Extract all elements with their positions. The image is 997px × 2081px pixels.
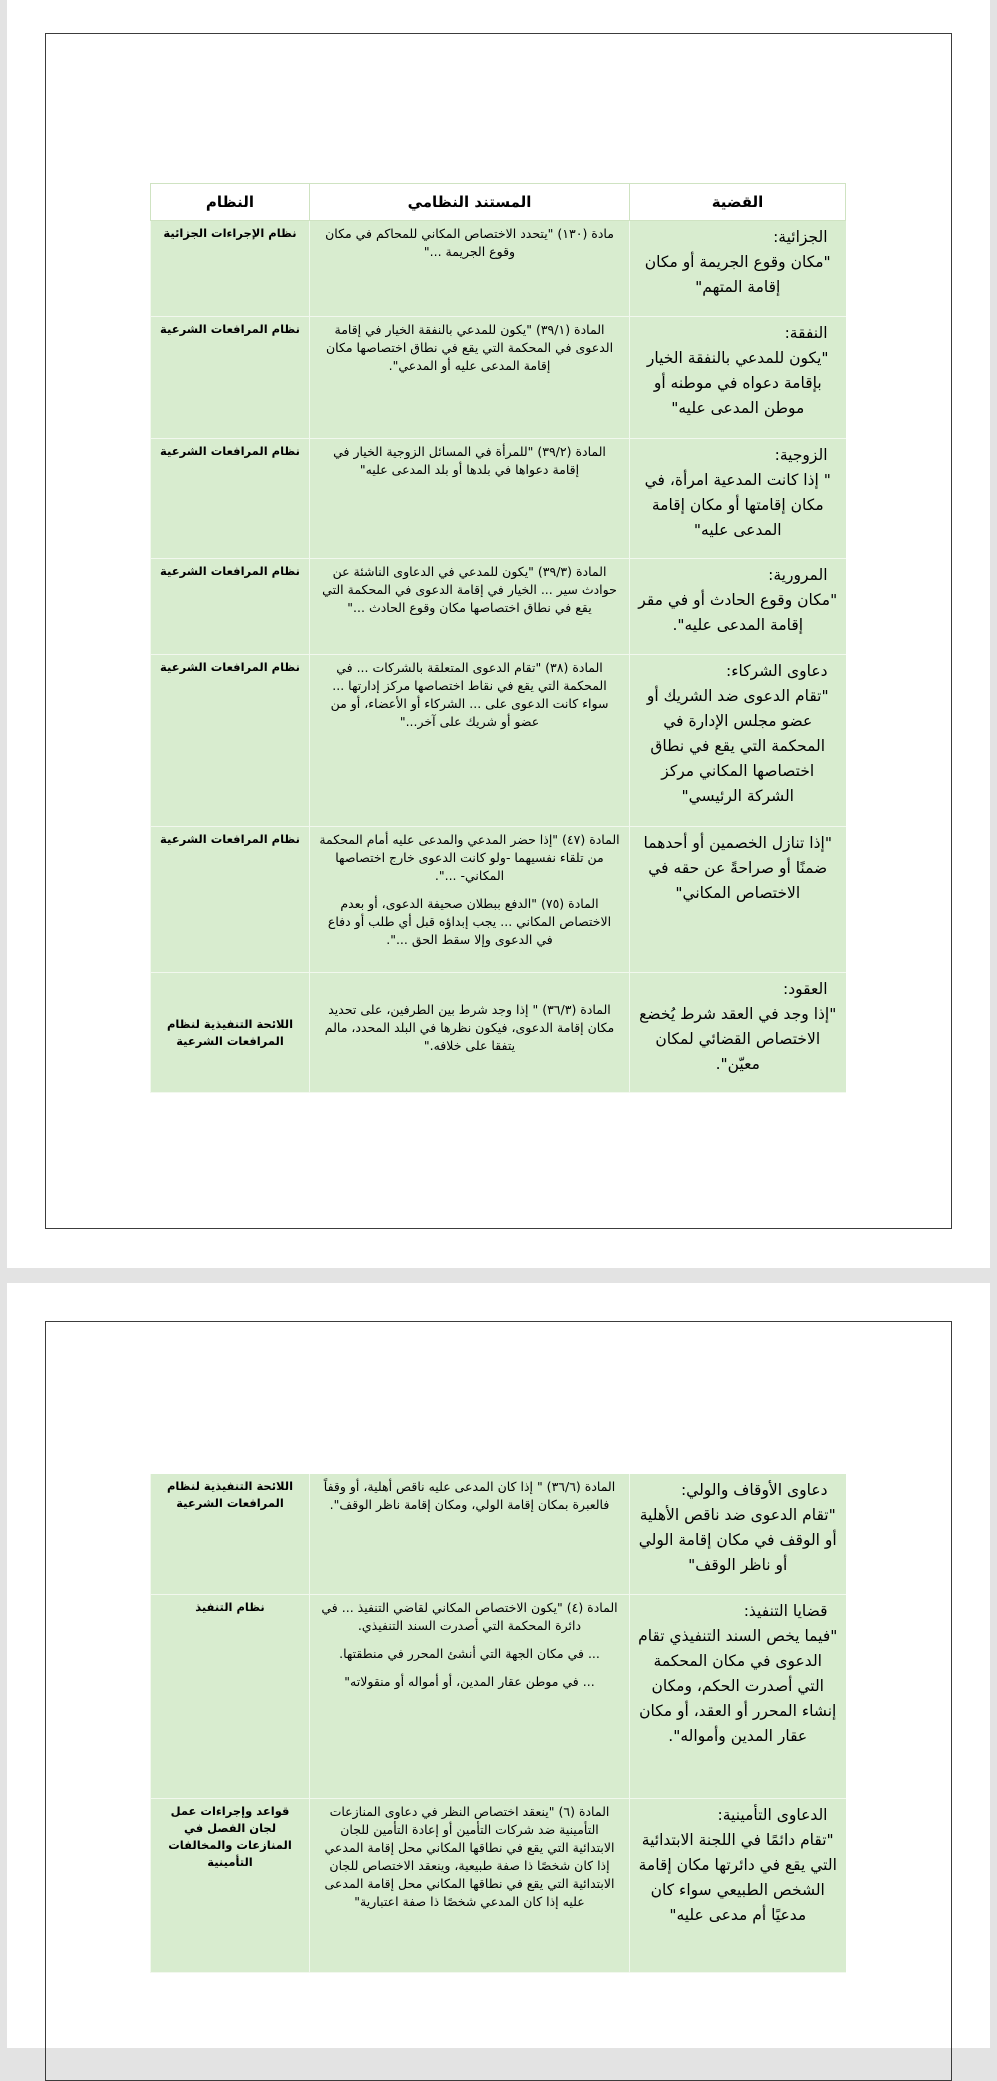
system-cell: نظام الإجراءات الجزائية [151,221,310,317]
system-cell: اللائحة التنفيذية لنظام المرافعات الشرعية [151,1474,310,1594]
document-text: المادة (٣٩/٢) "للمرأة في المسائل الزوجية الخيار في إقامة دعواها في بلدها أو بلد المدعى عليه" [333,444,606,477]
document-text: المادة (٣٦/٣) " إذا وجد شرط بين الطرفين، على تحديد مكان إقامة الدعوى، فيكون نظرها في البلد المحدد، مالم يتفقا على خلافه." [324,1001,615,1053]
table-row [151,221,846,317]
table-row [151,439,846,559]
jurisdiction-table [150,183,846,1093]
header-document: المستند النظامي [310,184,630,221]
document-cell [310,559,630,655]
document-cell [310,221,630,317]
document-cell [310,317,630,439]
table-row [151,655,846,827]
document-text: المادة (٤٧) "إذا حضر المدعي والمدعى عليه أمام المحكمة من تلقاء نفسيهما -ولو كانت الدعوى خارج اختصاصها المكاني- ...". [319,832,620,883]
case-text: " إذا كانت المدعية امرأة، في مكان إقامتها أو مكان إقامة المدعى عليه" [644,471,831,539]
case-title: الجزائية: [773,228,828,246]
jurisdiction-table-continued [150,1474,846,1973]
case-title: النفقة: [784,324,828,342]
system-cell: نظام التنفيذ [151,1594,310,1798]
document-text: المادة (٣٩/٣) "يكون للمدعي في الدعاوى الناشئة عن حوادث سير ... الخيار في إقامة الدعوى في المحكمة التي يقع في نطاق اختصاصها مكان وقوع الحادث ..." [322,564,617,615]
table-row [151,559,846,655]
case-text: "مكان وقوع الجريمة أو مكان إقامة المتهم" [644,253,831,296]
document-text: مادة (١٣٠) "يتحدد الاختصاص المكاني للمحاكم في مكان وقوع الجريمة ..." [325,226,614,259]
case-text: "يكون للمدعي بالنفقة الخيار بإقامة دعواه في موطنه أو موطن المدعى عليه" [646,349,829,417]
table-row [151,317,846,439]
header-case: القضية [630,184,846,221]
system-cell: قواعد وإجراءات عمل لجان الفصل في المنازعات والمخالفات التأمينية [151,1798,310,1972]
system-cell: نظام المرافعات الشرعية [151,559,310,655]
case-text: "إذا وجد في العقد شرط يُخضع الاختصاص القضائي لمكان معيّن". [639,1005,837,1073]
document-page-1 [7,0,990,1268]
case-text: "تقام الدعوى ضد ناقص الأهلية أو الوقف في مكان إقامة الولي أو ناظر الوقف" [638,1506,837,1574]
case-cell [630,1594,846,1798]
table-row [151,973,846,1093]
table-row [151,1594,846,1798]
case-cell [630,827,846,973]
document-text: المادة (٣٩/١) "يكون للمدعي بالنفقة الخيار في إقامة الدعوى في المحكمة التي يقع في نطاق اختصاصها مكان إقامة المدعى عليه أو المدعي". [325,322,614,373]
case-cell [630,655,846,827]
system-cell: نظام المرافعات الشرعية [151,655,310,827]
document-text: المادة (٤) "يكون الاختصاص المكاني لقاضي التنفيذ ... في دائرة المحكمة التي أصدرت السند التنفيذي. [321,1599,618,1633]
case-title: المرورية: [768,566,828,584]
case-cell [630,221,846,317]
system-cell: نظام المرافعات الشرعية [151,317,310,439]
table-row [151,1474,846,1594]
document-text: المادة (٣٨) "تقام الدعوى المتعلقة بالشركات ... في المحكمة التي يقع في نقاط اختصاصها مركز إدارتها ... سواء كانت الدعوى على ... الشركاء أو الأعضاء، أو من عضو أو شريك على آخر..." [330,660,609,729]
case-cell [630,973,846,1093]
case-text: "تقام دائمًا في اللجنة الابتدائية التي يقع في دائرتها مكان إقامة الشخص الطبيعي سواء كان مدعيًا أم مدعى عليه" [638,1830,837,1924]
document-text: المادة (٦) "ينعقد اختصاص النظر في دعاوى المنازعات التأمينية ضد شركات التأمين أو إعادة التأمين للجان الابتدائية التي يقع في نطاقها المكاني محل إقامة المدعي إذا كان شخصًا ذا صفة طبيعية، وينعقد الاختصاص للجان الابتدائية التي يقع في نطاقها المكاني محل إقامة المدعى عليه إذا كان المدعي شخصًا ذا صفة اعتبارية" [324,1803,615,1909]
case-cell [630,1798,846,1972]
case-cell [630,1474,846,1594]
case-cell [630,317,846,439]
system-cell: نظام المرافعات الشرعية [151,439,310,559]
document-text: ... في موطن عقار المدين، أو أمواله أو منقولاته" [344,1673,595,1689]
case-title: دعاوى الشركاء: [726,662,828,680]
case-text: "إذا تنازل الخصمين أو أحدهما ضمنًا أو صراحةً عن حقه في الاختصاص المكاني" [643,834,832,902]
case-text: "تقام الدعوى ضد الشريك أو عضو مجلس الإدارة في المحكمة التي يقع في نطاق اختصاصها المكاني مركز الشركة الرئيسي" [646,687,829,805]
case-cell [630,439,846,559]
system-cell: نظام المرافعات الشرعية [151,827,310,973]
table-row [151,827,846,973]
case-title: الدعاوى التأمينية: [717,1805,828,1824]
case-title: الزوجية: [774,446,828,464]
case-text: "مكان وقوع الحادث أو في مقر إقامة المدعى عليه". [638,591,838,634]
case-title: العقود: [783,980,828,998]
case-cell [630,559,846,655]
header-system: النظام [151,184,310,221]
document-cell [310,973,630,1093]
document-cell [310,1594,630,1798]
document-text: المادة (٣٦/٦) " إذا كان المدعى عليه ناقص أهلية، أو وقفاً فالعبرة بمكان إقامة الولي، ومكان إقامة ناظر الوقف". [323,1479,616,1512]
document-text: المادة (٧٥) "الدفع ببطلان صحيفة الدعوى، أو بعدم الاختصاص المكاني ... يجب إبداؤه قبل أي طلب أو دفاع في الدعوى وإلا سقط الحق ...". [327,896,612,947]
system-cell: اللائحة التنفيذية لنظام المرافعات الشرعية [151,973,310,1093]
document-page-2 [7,1283,990,2048]
document-cell [310,827,630,973]
case-title: قضايا التنفيذ: [743,1601,828,1620]
table-header-row [151,184,846,221]
table-row [151,1798,846,1972]
document-cell [310,655,630,827]
document-text: ... في مكان الجهة التي أنشئ المحرر في منطقتها. [339,1645,600,1661]
case-text: "فيما يخص السند التنفيذي تقام الدعوى في مكان المحكمة التي أصدرت الحكم، ومكان إنشاء المحرر أو العقد، أو مكان عقار المدين وأمواله". [638,1626,838,1745]
document-cell [310,1798,630,1972]
document-cell [310,1474,630,1594]
case-title: دعاوى الأوقاف والولي: [680,1481,828,1499]
document-cell [310,439,630,559]
